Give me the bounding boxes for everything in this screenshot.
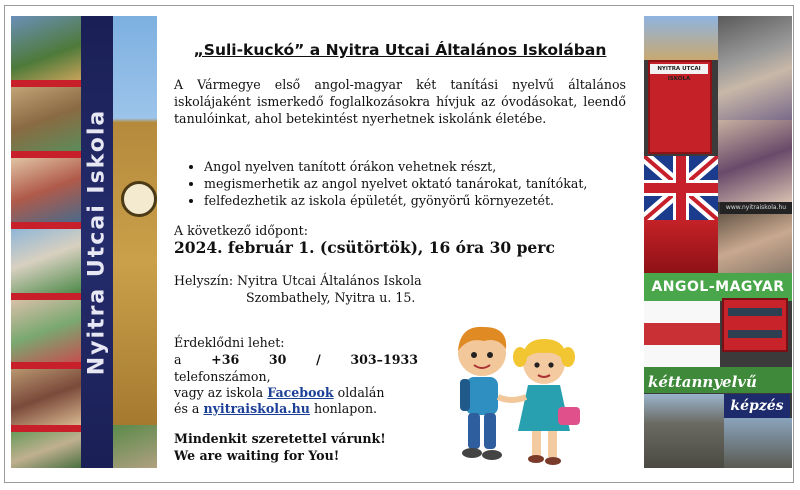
event-date: 2024. február 1. (csütörtök), 16 óra 30 perc xyxy=(174,238,555,257)
facebook-link[interactable]: Facebook xyxy=(267,385,334,400)
parliament-photo xyxy=(644,394,724,468)
classroom-photo xyxy=(11,87,81,151)
group-photo xyxy=(11,229,81,293)
phone-box-sign: NYITRA UTCAI ISKOLA xyxy=(650,64,708,74)
outdoor-photo xyxy=(11,432,81,468)
garden-photo xyxy=(113,425,157,468)
phone-part: / xyxy=(316,352,321,367)
phone-part: +36 xyxy=(211,352,240,367)
poster-title: „Suli-kuckó” a Nyitra Utcai Általános Iskolában xyxy=(193,41,607,59)
next-date-label: A következő időpont: xyxy=(174,223,308,238)
website-line-pre: és a xyxy=(174,401,204,416)
list-item: • felfedezhetik az iskola épületét, gyönyörű környezetét. xyxy=(204,192,644,209)
list-item: • Angol nyelven tanított órákon vehetnek részt, xyxy=(204,158,644,175)
hungarian-flag-red xyxy=(644,323,720,345)
children-photo xyxy=(11,158,81,222)
activity-photo xyxy=(11,369,81,425)
bus-window xyxy=(728,308,782,316)
london-skyline-photo xyxy=(644,16,718,60)
facebook-line-post: oldalán xyxy=(333,385,385,400)
benefits-list xyxy=(190,158,644,209)
phone-box-door-photo xyxy=(644,220,718,273)
website-strip: www.nyitraiskola.hu xyxy=(720,202,792,214)
phone-part: 30 xyxy=(268,352,287,367)
lion-statue-photo xyxy=(718,16,792,120)
children-illustration xyxy=(446,323,594,473)
class-photo xyxy=(11,300,81,362)
website-line xyxy=(174,400,377,417)
facebook-line-pre: vagy az iskola xyxy=(174,385,268,400)
bus-window xyxy=(728,330,782,338)
students-photo xyxy=(718,120,792,202)
building-photo xyxy=(724,418,792,468)
clock-face-icon xyxy=(121,181,157,217)
hungarian-flag-white xyxy=(644,345,720,367)
right-photo-collage xyxy=(644,16,792,468)
training-label: képzés xyxy=(724,394,790,418)
angol-magyar-banner: ANGOL-MAGYAR xyxy=(644,273,792,301)
phone-suffix: telefonszámon, xyxy=(174,369,271,384)
facebook-line xyxy=(174,384,384,401)
big-ben-photo xyxy=(113,16,157,425)
venue-address: Szombathely, Nyitra u. 15. xyxy=(246,290,416,305)
phone-prefix: a xyxy=(174,352,182,367)
website-line-post: honlapon. xyxy=(309,401,378,416)
website-link[interactable]: nyitraiskola.hu xyxy=(203,401,310,416)
bilingual-label: kéttannyelvű xyxy=(648,373,757,391)
white-strip xyxy=(644,301,720,323)
double-decker-bus-photo xyxy=(722,298,788,352)
boy-figure xyxy=(458,327,506,460)
venue-line: Helyszín: Nyitra Utcai Általános Iskola xyxy=(174,273,422,288)
closing-english: We are waiting for You! xyxy=(174,448,340,463)
girl-figure xyxy=(513,339,580,465)
uk-flag-icon xyxy=(644,156,718,220)
guard-photo xyxy=(718,214,792,273)
left-photo-collage xyxy=(11,16,157,468)
phone-number xyxy=(174,351,418,368)
list-item: • megismerhetik az angol nyelvet oktató tanárokat, tanítókat, xyxy=(204,175,644,192)
contact-label: Érdeklődni lehet: xyxy=(174,335,285,350)
school-name-banner-text: Nyitra Utcai Iskola xyxy=(84,108,110,376)
phone-part: 303–1933 xyxy=(350,352,418,367)
intro-paragraph: A Vármegye első angol-magyar két tanítási nyelvű általános iskolájaként ismerkedő foglalkozásokra hívjuk az óvodásokat, leendő tanulóinkat, ahol betekintést nyerhetnek iskolánk életébe. xyxy=(174,77,626,126)
closing-hungarian: Mindenkit szeretettel várunk! xyxy=(174,431,386,446)
playground-photo xyxy=(11,16,81,80)
